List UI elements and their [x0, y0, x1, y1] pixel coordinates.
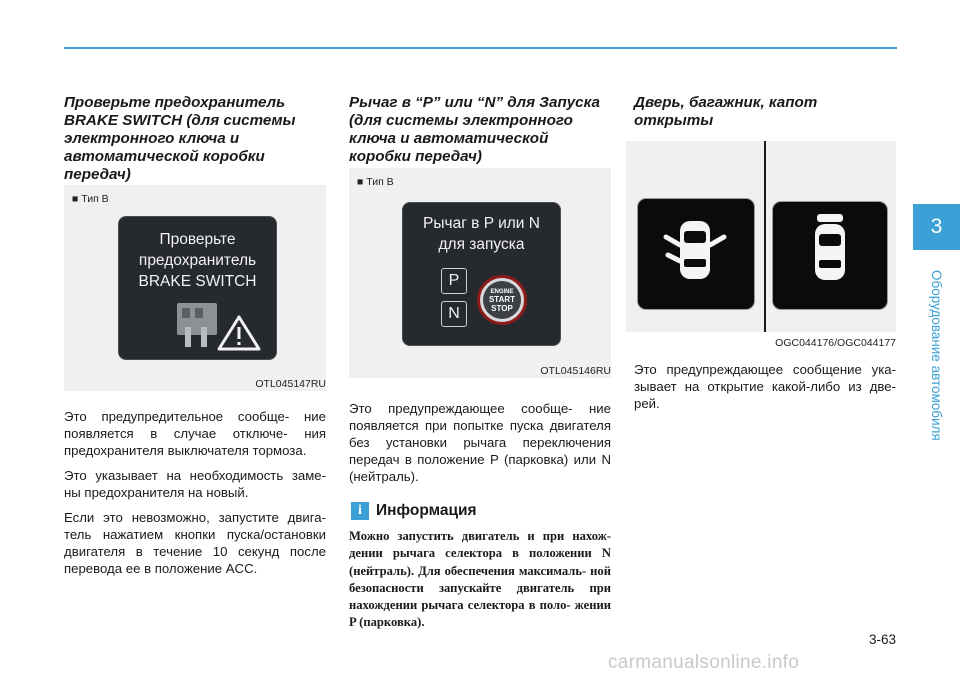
car-doors-open-icon: [638, 199, 753, 308]
figure-brake-switch: [64, 185, 326, 391]
button-line-1: ENGINE: [490, 289, 514, 295]
info-icon: i: [351, 502, 369, 520]
heading-brake-switch: Проверьте предохранитель BRAKE SWITCH (для системы электронного ключа и автоматической коробки передач): [64, 94, 296, 183]
display-line-2: предохранитель: [138, 252, 257, 269]
gear-p-icon: P: [441, 268, 467, 294]
paragraph: Это предупреждающее сообщение ука- зывает на открытие какой-либо из две- рей.: [634, 362, 896, 411]
info-title: Информация: [376, 502, 477, 519]
display-lever-pn: [402, 202, 561, 346]
display-line-2: для запуска: [438, 236, 525, 253]
page-number: 3-63: [868, 632, 896, 647]
display-trunk-hood: [772, 201, 888, 310]
figure-doors-open: [626, 141, 896, 349]
column-lever-pn: [349, 94, 611, 166]
paragraph: Это предупредительное сообще- ние появляется в случае отключе- ния предохранителя выключателя тормоза.: [64, 409, 326, 458]
display-line-1: Проверьте: [159, 231, 236, 248]
paragraph: Если это невозможно, запустите двига- тель нажатием кнопки пуска/остановки двигателя в течение 10 секунд после перевода ее в положение ACC.: [64, 510, 326, 576]
fuse-warning-icon: [171, 297, 267, 355]
paragraph: Это предупреждающее сообще- ние появляется при попытке пуска двигателя без установки рычага переключения передач в положение P (парковка) или N (нейтраль).: [349, 401, 611, 484]
display-line-1: Рычаг в P или N: [423, 215, 540, 232]
info-text: Можно запустить двигатель и при нахож- дении рычага селектора в положении N (нейтраль). Для обеспечения максималь- ной безопасности запускайте двигатель при нахождении рычага селектора в поло- жении P (парковка).: [349, 529, 611, 630]
watermark: carmanualsonline.info: [608, 652, 800, 673]
text-lever-pn: [349, 400, 611, 493]
button-line-3: STOP: [491, 304, 513, 313]
display-brake-switch: [118, 216, 277, 360]
figure-code: OGC044176/OGC044177: [775, 337, 896, 349]
figure-code: OTL045147RU: [255, 378, 326, 390]
heading-doors-open: Дверь, багажник, капот открыты: [634, 94, 818, 129]
divider-line: [764, 141, 766, 332]
gear-n-icon: N: [441, 301, 467, 327]
figure-tag: ■ Тип B: [72, 193, 109, 205]
paragraph: Это указывает на необходимость заме- ны предохранителя на новый.: [64, 468, 326, 500]
chapter-title: Оборудование автомобиля: [929, 270, 944, 441]
text-doors-open: [634, 361, 896, 420]
column-doors-open: [634, 94, 896, 130]
text-brake-switch: [64, 408, 326, 585]
figure-tag: ■ Тип B: [357, 176, 394, 188]
chapter-tab[interactable]: 3: [913, 204, 960, 250]
column-brake-switch: [64, 94, 326, 184]
figure-lever-pn: [349, 168, 611, 378]
display-doors-open: [637, 198, 755, 310]
engine-start-stop-icon: [477, 275, 527, 325]
display-line-3: BRAKE SWITCH: [138, 273, 257, 290]
figure-code: OTL045146RU: [540, 365, 611, 377]
top-rule: [64, 47, 897, 49]
car-hood-trunk-icon: [773, 202, 886, 308]
button-line-2: START: [488, 295, 516, 304]
heading-lever-pn: Рычаг в “P” или “N” для Запуска (для системы электронного ключа и автоматической коробки передач): [349, 94, 600, 165]
